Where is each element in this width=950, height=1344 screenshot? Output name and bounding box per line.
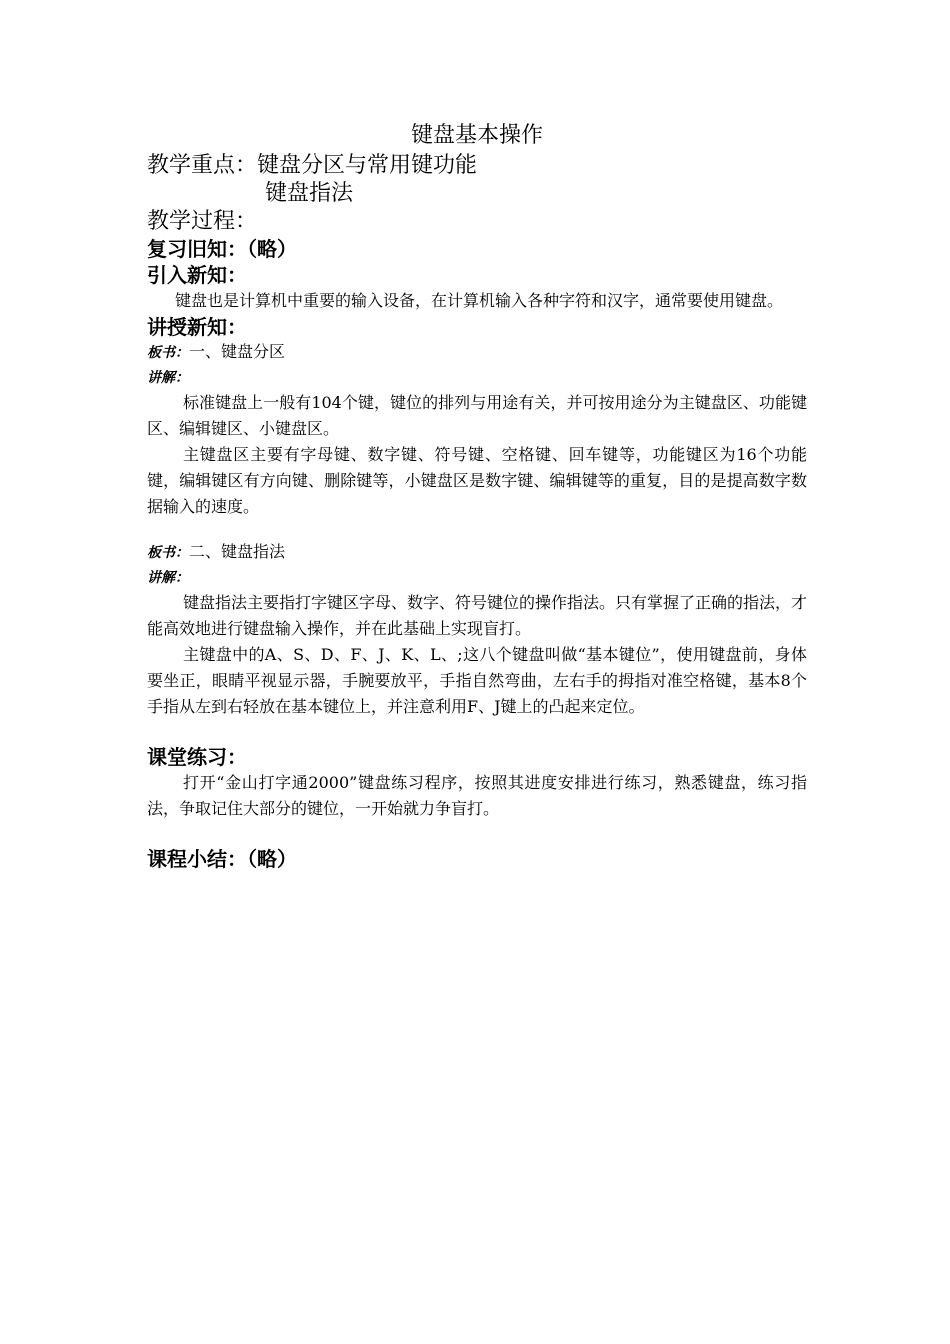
spacer bbox=[147, 520, 807, 540]
intro-paragraph: 键盘也是计算机中重要的输入设备，在计算机输入各种字符和汉字，通常要使用键盘。 bbox=[175, 291, 784, 310]
part2-paragraph-1: 键盘指法主要指打字键区字母、数字、符号键位的操作指法。只有掌握了正确的指法，才能高效地进行键盘输入操作，并在此基础上实现盲打。 bbox=[147, 593, 808, 638]
part2-paragraph-2: 主键盘中的A、S、D、F、J、K、L、;这八个键盘叫做“基本键位”，使用键盘前，身体要坐正，眼睛平视显示器，手腕要放平，手指自然弯曲，左右手的拇指对准空格键，基本8个手指从左到右轻放在基本键位上，并注意利用F、J键上的凸起来定位。 bbox=[147, 645, 807, 716]
summary-heading: 课程小结：（略） bbox=[147, 847, 297, 871]
teaching-focus-line-2 bbox=[147, 180, 807, 208]
teaching-focus-label: 教学重点： bbox=[147, 153, 258, 178]
explain-label-1: 讲解： bbox=[147, 370, 189, 386]
teaching-focus-line bbox=[147, 152, 807, 180]
board-line-1 bbox=[147, 340, 807, 365]
board-label-2: 板书： bbox=[147, 545, 189, 561]
document-page bbox=[147, 120, 807, 872]
explain-label-2: 讲解： bbox=[147, 570, 189, 586]
explain-line-2 bbox=[147, 565, 807, 590]
document-title: 键盘基本操作 bbox=[410, 123, 543, 148]
part1-paragraph-2: 主键盘区主要有字母键、数字键、符号键、空格键、回车键等，功能键区为16个功能键，编辑键区有方向键、删除键等，小键盘区是数字键、编辑键等的重复，目的是提高数字数据输入的速度。 bbox=[147, 445, 807, 516]
teach-heading: 讲授新知： bbox=[147, 315, 247, 339]
practice-paragraph: 打开“金山打字通2000”键盘练习程序，按照其进度安排进行练习，熟悉键盘，练习指法，争取记住大部分的键位，一开始就力争盲打。 bbox=[147, 773, 807, 818]
board-text-1: 一、键盘分区 bbox=[189, 342, 286, 361]
board-text-2: 二、键盘指法 bbox=[189, 542, 286, 561]
board-line-2 bbox=[147, 540, 807, 565]
teaching-focus-item-2: 键盘指法 bbox=[265, 181, 354, 206]
review-heading: 复习旧知：（略） bbox=[147, 237, 297, 261]
explain-line-1 bbox=[147, 365, 807, 390]
teaching-focus-item-1: 键盘分区与常用键功能 bbox=[257, 153, 478, 178]
intro-heading: 引入新知： bbox=[147, 263, 247, 287]
spacer bbox=[147, 720, 807, 744]
practice-heading: 课堂练习： bbox=[147, 745, 247, 769]
spacer bbox=[147, 822, 807, 846]
board-label-1: 板书： bbox=[147, 345, 189, 361]
part1-paragraph-1: 标准键盘上一般有104个键，键位的排列与用途有关，并可按用途分为主键盘区、功能键区、编辑键区、小键盘区。 bbox=[147, 393, 807, 438]
teaching-process-label: 教学过程： bbox=[147, 209, 258, 234]
